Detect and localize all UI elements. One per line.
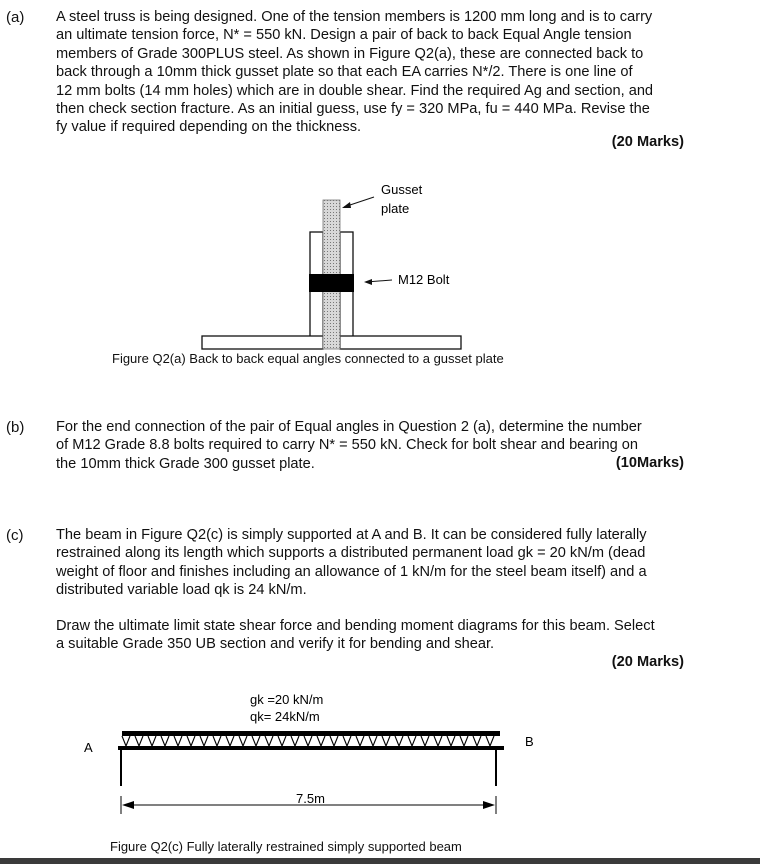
- figure-q2a-caption: Figure Q2(a) Back to back equal angles connected to a gusset plate: [112, 351, 504, 366]
- load-arrow: [304, 736, 312, 746]
- part-a-line: an ultimate tension force, N* = 550 kN. Design a pair of back to back Equal Angle tension: [56, 27, 632, 44]
- m12-bolt: [309, 274, 354, 292]
- load-arrow: [278, 736, 286, 746]
- load-arrow: [473, 736, 481, 746]
- load-arrow: [213, 736, 221, 746]
- part-c-line: restrained along its length which supports a distributed permanent load gk = 20 kN/m (dead: [56, 545, 646, 562]
- load-arrow: [265, 736, 273, 746]
- dimension-arrow-left: [122, 801, 134, 809]
- part-a-marks: (20 Marks): [611, 134, 684, 150]
- load-arrow: [408, 736, 416, 746]
- part-a-line: A steel truss is being designed. One of the tension members is 1200 mm long and is to carry: [56, 9, 653, 25]
- part-c-line: a suitable Grade 350 UB section and verify it for bending and shear.: [56, 636, 495, 653]
- dimension-arrow-right: [483, 801, 495, 809]
- part-c-marks: (20 Marks): [611, 654, 684, 670]
- load-arrow: [239, 736, 247, 746]
- span-label: 7.5m: [296, 791, 325, 806]
- load-arrow: [486, 736, 494, 746]
- load-arrow: [200, 736, 208, 746]
- support-a-label: A: [84, 740, 93, 755]
- load-arrow: [382, 736, 390, 746]
- left-angle-flange: [202, 336, 323, 349]
- bolt-label: M12 Bolt: [398, 272, 450, 287]
- load-q-label: qk= 24kN/m: [250, 709, 320, 724]
- load-arrow: [187, 736, 195, 746]
- load-arrow: [395, 736, 403, 746]
- figure-q2c: [0, 690, 760, 830]
- part-b-label: (b): [6, 419, 25, 436]
- part-b-line: of M12 Grade 8.8 bolts required to carry N* = 550 kN. Check for bolt shear and bearing on: [56, 437, 639, 454]
- load-arrow: [356, 736, 364, 746]
- right-angle-flange: [340, 336, 461, 349]
- part-b-line: For the end connection of the pair of Equal angles in Question 2 (a), determine the number: [56, 419, 642, 435]
- load-arrow: [226, 736, 234, 746]
- load-arrow: [434, 736, 442, 746]
- part-b-line: the 10mm thick Grade 300 gusset plate.: [56, 455, 315, 472]
- load-arrow: [122, 736, 130, 746]
- load-arrow: [148, 736, 156, 746]
- distributed-load-arrows: [122, 736, 494, 746]
- part-c-text: [56, 526, 692, 600]
- load-g-label: gk =20 kN/m: [250, 692, 324, 707]
- gusset-label-2: plate: [381, 201, 410, 216]
- part-a-label: (a): [6, 9, 25, 26]
- load-arrow: [135, 736, 143, 746]
- part-a-line: 12 mm bolts (14 mm holes) which are in double shear. Find the required Ag and section, and: [56, 82, 654, 99]
- load-arrow: [317, 736, 325, 746]
- load-arrow: [252, 736, 260, 746]
- load-arrow: [460, 736, 468, 746]
- part-b-text: [56, 418, 692, 473]
- load-arrow: [369, 736, 377, 746]
- load-arrow: [174, 736, 182, 746]
- part-c-label: (c): [6, 527, 24, 544]
- part-a-text: [56, 8, 692, 137]
- load-arrow: [330, 736, 338, 746]
- beam: [118, 746, 504, 750]
- load-arrow: [291, 736, 299, 746]
- part-a-line: members of Grade 300PLUS steel. As shown in Figure Q2(a), these are connected back to: [56, 45, 644, 62]
- part-a-line: back through a 10mm thick gusset plate so that each EA carries N*/2. There is one line of: [56, 64, 633, 81]
- part-a-line: fy value if required depending on the thickness.: [56, 119, 362, 136]
- load-arrow: [447, 736, 455, 746]
- part-a-line: then check section fracture. As an initial guess, use fy = 320 MPa, fu = 440 MPa. Revise the: [56, 101, 650, 118]
- part-c-line: distributed variable load qk is 24 kN/m.: [56, 582, 307, 599]
- part-c-text-2: [56, 617, 692, 654]
- bottom-edge: [0, 858, 760, 864]
- part-c-line: weight of floor and finishes including an allowance of 1 kN/m for the steel beam itself) and a: [56, 563, 647, 580]
- part-c-line: Draw the ultimate limit state shear force and bending moment diagrams for this beam. Select: [56, 618, 655, 634]
- load-top-line: [122, 731, 500, 736]
- figure-q2c-caption: Figure Q2(c) Fully laterally restrained simply supported beam: [110, 839, 462, 854]
- load-arrow: [161, 736, 169, 746]
- gusset-label-1: Gusset: [381, 182, 423, 197]
- part-c-line: The beam in Figure Q2(c) is simply supported at A and B. It can be considered fully laterally: [56, 527, 647, 543]
- load-arrow: [343, 736, 351, 746]
- part-b-marks: (10Marks): [615, 455, 684, 471]
- load-arrow: [421, 736, 429, 746]
- support-b-label: B: [525, 734, 534, 749]
- figure-q2a: [0, 170, 760, 370]
